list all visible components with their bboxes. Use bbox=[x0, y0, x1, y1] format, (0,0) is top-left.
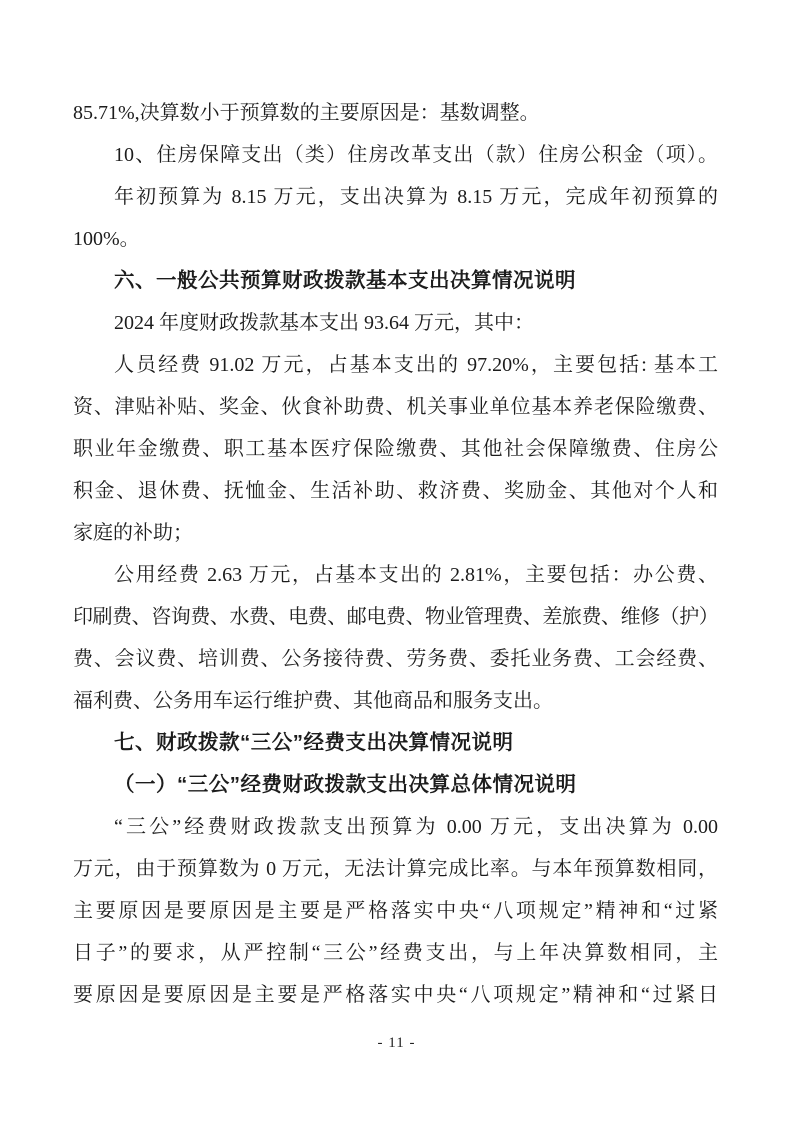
personnel-items-line-3: 积金、退休费、抚恤金、生活补助、救济费、奖励金、其他对个人和 bbox=[73, 480, 718, 502]
personnel-funds-line: 人员经费 91.02 万元，占基本支出的 97.20%，主要包括: 基本工 bbox=[114, 354, 718, 376]
section-six-heading: 六、一般公共预算财政拨款基本支出决算情况说明 bbox=[114, 269, 576, 292]
public-funds-line: 公用经费 2.63 万元，占基本支出的 2.81%，主要包括：办公费、 bbox=[114, 564, 718, 586]
three-public-reason-line-3: 要原因是要原因是主要是严格落实中央“八项规定”精神和“过紧日 bbox=[73, 984, 718, 1006]
section-seven-heading: 七、财政拨款“三公”经费支出决算情况说明 bbox=[114, 731, 514, 754]
personnel-items-line-2: 职业年金缴费、职工基本医疗保险缴费、其他社会保障缴费、住房公 bbox=[73, 438, 718, 460]
public-items-line-1: 印刷费、咨询费、水费、电费、邮电费、物业管理费、差旅费、维修（护） bbox=[73, 606, 718, 628]
personnel-items-line-4: 家庭的补助； bbox=[73, 522, 193, 544]
budget-figures-line: 年初预算为 8.15 万元，支出决算为 8.15 万元，完成年初预算的 bbox=[114, 186, 718, 208]
page-number: - 11 - bbox=[377, 1035, 416, 1051]
paragraph-continuation-line: 85.71%,决算数小于预算数的主要原因是：基数调整。 bbox=[73, 102, 540, 124]
percent-complete-line: 100%。 bbox=[73, 228, 140, 250]
subsection-one-heading: （一）“三公”经费财政拨款支出决算总体情况说明 bbox=[114, 773, 577, 796]
public-items-line-3: 福利费、公务用车运行维护费、其他商品和服务支出。 bbox=[73, 690, 553, 712]
three-public-ratio-line: 万元，由于预算数为 0 万元，无法计算完成比率。与本年预算数相同， bbox=[73, 858, 718, 880]
three-public-budget-line: “三公”经费财政拨款支出预算为 0.00 万元，支出决算为 0.00 bbox=[114, 816, 718, 838]
item-10-housing-line: 10、住房保障支出（类）住房改革支出（款）住房公积金（项）。 bbox=[114, 144, 718, 166]
three-public-reason-line-2: 日子”的要求，从严控制“三公”经费支出，与上年决算数相同，主 bbox=[73, 942, 718, 964]
three-public-reason-line-1: 主要原因是要原因是主要是严格落实中央“八项规定”精神和“过紧 bbox=[73, 900, 718, 922]
public-items-line-2: 费、会议费、培训费、公务接待费、劳务费、委托业务费、工会经费、 bbox=[73, 648, 718, 670]
personnel-items-line-1: 资、津贴补贴、奖金、伙食补助费、机关事业单位基本养老保险缴费、 bbox=[73, 396, 718, 418]
page-footer bbox=[0, 1032, 793, 1054]
document-body bbox=[73, 92, 718, 1016]
basic-expenditure-total-line: 2024 年度财政拨款基本支出 93.64 万元，其中： bbox=[114, 312, 534, 334]
